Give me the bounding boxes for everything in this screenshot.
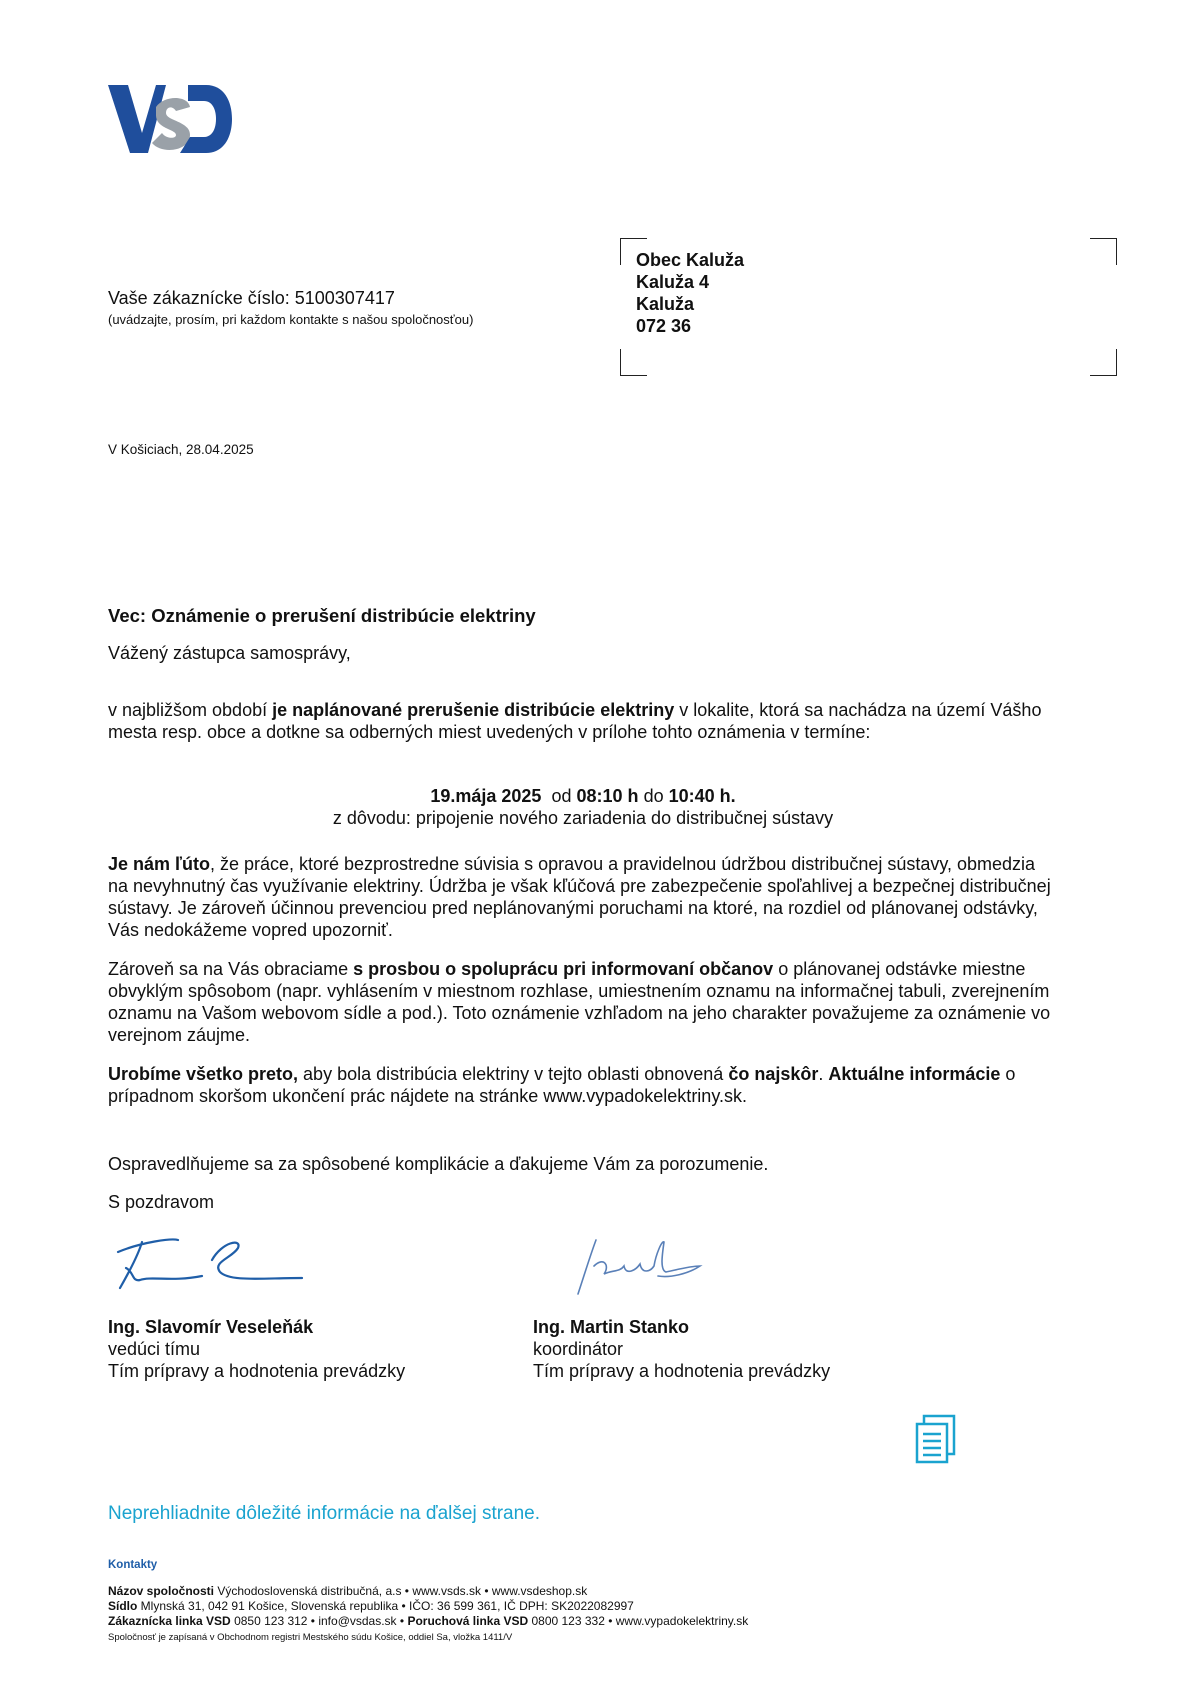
footer-label: Zákaznícka linka VSD [108, 1614, 231, 1628]
letter-date: V Košiciach, 28.04.2025 [108, 442, 254, 457]
footer-company-line [108, 1584, 587, 1599]
signature-veselenak [112, 1232, 312, 1292]
closing-line: S pozdravom [108, 1192, 215, 1212]
footer-label: Sídlo [108, 1599, 138, 1613]
footer-text: Východoslovenská distribučná, a.s • www.vsds.sk • www.vsdeshop.sk [214, 1584, 588, 1598]
recipient-address [636, 249, 744, 337]
footer-address-line [108, 1599, 634, 1614]
outage-date: 19.mája 2025 [430, 786, 542, 806]
letter-subject: Vec: Oznámenie o prerušení distribúcie elektriny [108, 605, 536, 626]
recipient-name: Obec Kaluža [636, 250, 745, 270]
signature-stanko [560, 1236, 710, 1298]
footer-label: Poruchová linka VSD [407, 1614, 529, 1628]
footer-phone-line [108, 1614, 748, 1629]
signatory-team: Tím prípravy a hodnotenia prevádzky [108, 1361, 406, 1381]
bold-text: Je nám ľúto [108, 854, 210, 874]
customer-number-note: (uvádzajte, prosím, pri každom kontakte s našou spoločnosťou) [108, 312, 474, 327]
outage-datetime [108, 785, 1058, 807]
bold-text: čo najskôr [728, 1064, 819, 1084]
footer-text: 0850 123 312 • info@vsdas.sk • [230, 1614, 408, 1628]
text-span: , že práce, ktoré bezprostredne súvisia s opravou a pravidelnou údržbou distribučnej sústavy, obmedzia na nevyhnutný čas využívanie elektriny. Údržba je však kľúčová pre zabezpečenie spoľahlivej a bezpečnej distribučnej sústavy. Je zároveň účinnou prevenciou pred neplánovanými poruchami na ktoré, na rozdiel od plánovanej odstávky, Vás nedokážeme vopred upozorniť. [108, 854, 1051, 940]
address-corner-bottom-left [620, 349, 647, 376]
signatory-1 [108, 1316, 405, 1382]
recipient-street: Kaluža 4 [636, 272, 710, 292]
address-corner-bottom-right [1090, 349, 1117, 376]
signatory-name: Ing. Martin Stanko [533, 1317, 690, 1337]
address-corner-top-right [1090, 238, 1117, 265]
signatory-2 [533, 1316, 830, 1382]
outage-to-word: do [643, 786, 664, 806]
bold-text: Urobíme všetko preto, [108, 1064, 299, 1084]
bold-text: je naplánované prerušenie distribúcie elektriny [272, 700, 675, 720]
text-span: . [818, 1064, 829, 1084]
salutation: Vážený zástupca samosprávy, [108, 643, 351, 663]
recipient-city: Kaluža [636, 294, 695, 314]
documents-icon [914, 1414, 958, 1466]
next-page-notice: Neprehliadnite dôležité informácie na ďalšej strane. [108, 1503, 541, 1524]
signatory-team: Tím prípravy a hodnotenia prevádzky [533, 1361, 831, 1381]
text-span: o prípadnom skoršom ukončení prác nájdete na stránke www.vypadokelektriny.sk. [108, 1064, 1016, 1106]
outage-from-time: 08:10 h [576, 786, 639, 806]
text-span: aby bola distribúcia elektriny v tejto oblasti obnovená [298, 1064, 729, 1084]
paragraph-restoration-info [108, 1063, 1058, 1107]
footer-label: Názov spoločnosti [108, 1584, 215, 1598]
paragraph-outage-intro [108, 699, 1058, 743]
customer-number: Vaše zákaznícke číslo: 5100307417 [108, 288, 395, 308]
vsd-logo [108, 85, 232, 153]
text-span: o plánovanej odstávke miestne obvyklým spôsobom (napr. vyhlásením v miestnom rozhlase, umiestnením oznamu na informačnej tabuli, zverejnením oznamu na Vašom webovom sídle a pod.). Toto oznámenie vzhľadom na jeho charakter považujeme za oznámenie vo verejnom záujme. [108, 959, 1051, 1045]
outage-to-time: 10:40 h. [668, 786, 736, 806]
recipient-zip: 072 36 [636, 316, 692, 336]
footer-text: Mlynská 31, 042 91 Košice, Slovenská republika • IČO: 36 599 361, IČ DPH: SK2022082997 [137, 1599, 634, 1613]
bold-text: s prosbou o spoluprácu pri informovaní občanov [353, 959, 774, 979]
signatory-role: vedúci tímu [108, 1339, 201, 1359]
footer-registry: Spoločnosť je zapísaná v Obchodnom registri Mestského súdu Košice, oddiel Sa, vložka 1411/V [108, 1632, 513, 1643]
apology-line: Ospravedlňujeme sa za spôsobené komplikácie a ďakujeme Vám za porozumenie. [108, 1154, 769, 1174]
text-span: v lokalite, ktorá sa nachádza na území Vášho mesta resp. obce a dotkne sa odberných miest uvedených v prílohe tohto oznámenia v termíne: [108, 700, 1042, 742]
signatory-name: Ing. Slavomír Veseleňák [108, 1317, 314, 1337]
paragraph-apology-maintenance [108, 853, 1058, 941]
bold-text: Aktuálne informácie [828, 1064, 1001, 1084]
signatory-role: koordinátor [533, 1339, 624, 1359]
outage-from-word: od [551, 786, 572, 806]
footer-heading: Kontakty [108, 1559, 158, 1571]
outage-reason: z dôvodu: pripojenie nového zariadenia do distribučnej sústavy [332, 808, 834, 828]
text-span: Zároveň sa na Vás obraciame [108, 959, 354, 979]
footer-text: 0800 123 332 • www.vypadokelektriny.sk [528, 1614, 749, 1628]
text-span: v najbližšom období [108, 700, 273, 720]
paragraph-cooperation-request [108, 958, 1058, 1046]
